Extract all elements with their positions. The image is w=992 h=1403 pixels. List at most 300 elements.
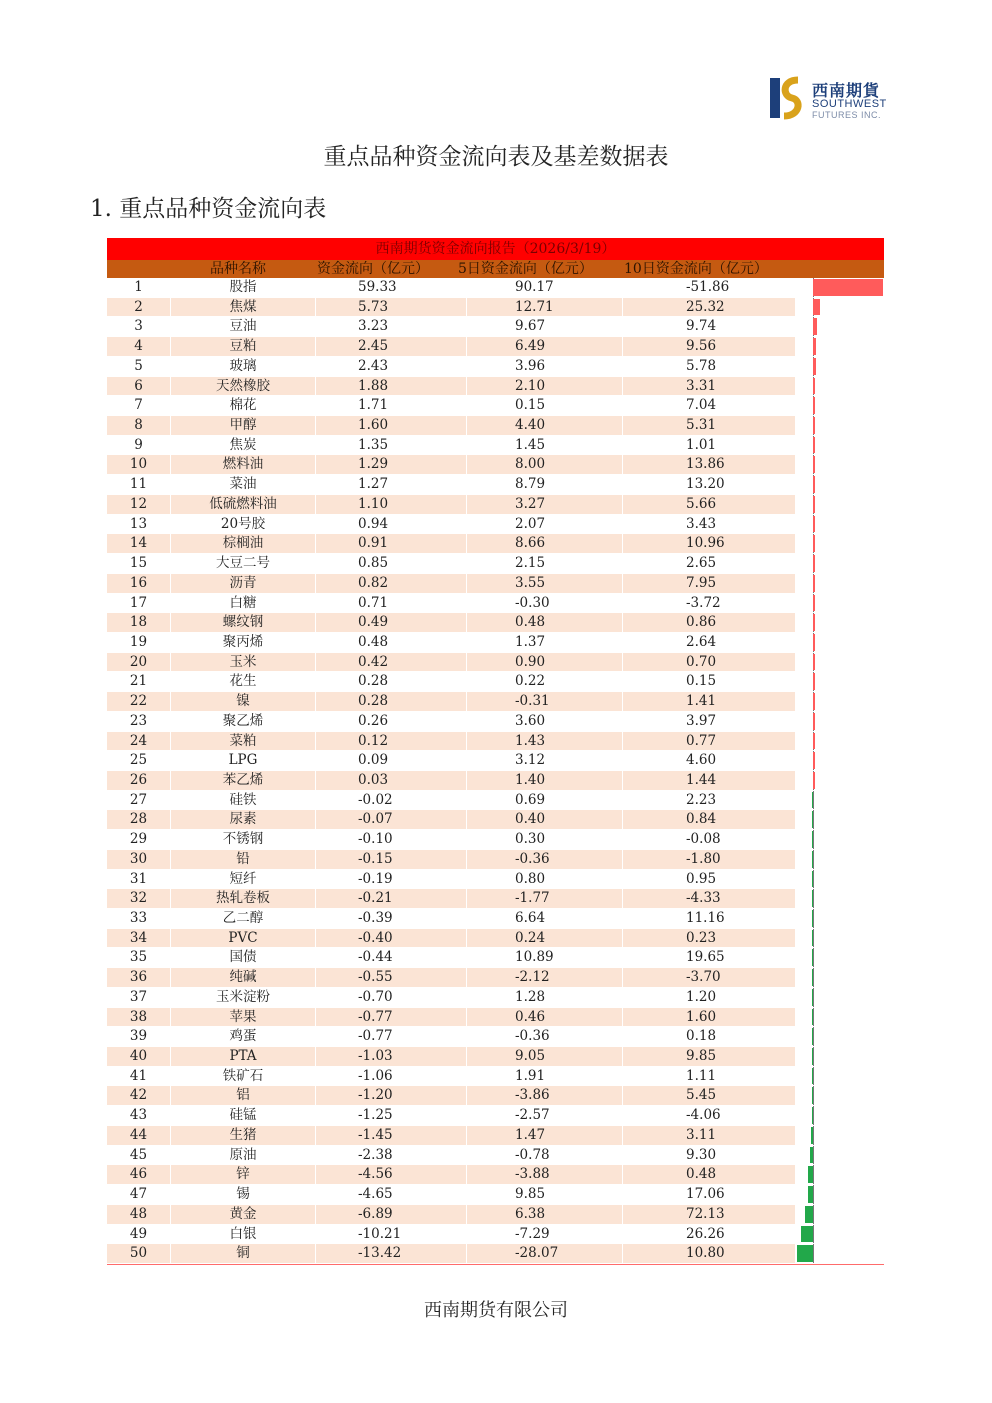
row-flow-5d: 0.69	[515, 791, 546, 808]
row-flow-5d: -2.57	[515, 1107, 550, 1124]
column-divider	[170, 515, 171, 534]
column-divider	[622, 653, 623, 672]
row-flow-5d: 3.96	[515, 357, 546, 374]
column-divider	[315, 771, 316, 790]
column-divider	[170, 357, 171, 376]
column-divider	[622, 574, 623, 593]
column-divider	[170, 1205, 171, 1224]
row-flow-10d: 19.65	[686, 949, 725, 966]
table-row	[107, 455, 884, 475]
data-bar-cell	[795, 396, 884, 415]
row-name: 聚乙烯	[222, 712, 264, 729]
data-bar-cell	[795, 534, 884, 553]
table-row	[107, 712, 884, 732]
row-flow-10d: 1.20	[686, 988, 717, 1005]
row-flow: 59.33	[358, 279, 397, 295]
data-bar-axis	[813, 1205, 814, 1224]
column-divider	[466, 1047, 467, 1066]
column-divider	[622, 1165, 623, 1184]
column-divider	[170, 1185, 171, 1204]
row-flow-10d: 72.13	[686, 1205, 725, 1222]
row-flow: -0.19	[358, 870, 393, 887]
column-divider	[622, 1047, 623, 1066]
column-divider	[315, 475, 316, 494]
table-row	[107, 396, 884, 416]
row-flow-5d: 12.71	[515, 298, 554, 315]
row-flow: 0.42	[358, 653, 389, 670]
row-flow-5d: -28.07	[515, 1245, 559, 1262]
column-divider	[315, 712, 316, 731]
row-flow-5d: 3.12	[515, 752, 546, 769]
row-flow-10d: 0.18	[686, 1028, 717, 1045]
row-flow-5d: 6.64	[515, 910, 546, 926]
row-name: 纯碱	[229, 969, 257, 986]
row-flow-5d: -0.31	[515, 693, 550, 710]
row-name: 螺纹钢	[222, 614, 264, 631]
data-bar-cell	[795, 870, 884, 889]
column-divider	[466, 317, 467, 336]
row-flow-5d: 2.10	[515, 377, 546, 394]
table-row	[107, 771, 884, 791]
data-bar	[813, 318, 817, 335]
row-index: 6	[134, 377, 143, 394]
column-divider	[170, 594, 171, 613]
row-flow-5d: -0.36	[515, 850, 550, 867]
data-bar	[813, 417, 815, 434]
column-divider	[315, 495, 316, 514]
data-bar	[812, 930, 814, 947]
column-divider	[622, 633, 623, 652]
row-index: 38	[129, 1008, 148, 1025]
row-name: 菜粕	[229, 732, 257, 749]
row-flow-10d: 0.70	[686, 653, 717, 670]
column-divider	[622, 712, 623, 731]
row-index: 25	[129, 752, 148, 769]
row-flow: -10.21	[358, 1225, 402, 1242]
row-index: 39	[129, 1028, 148, 1045]
data-bar	[812, 890, 814, 907]
row-index: 10	[129, 456, 148, 473]
row-flow-5d: 0.80	[515, 870, 546, 887]
column-divider	[622, 357, 623, 376]
column-divider	[466, 889, 467, 908]
column-divider	[466, 692, 467, 711]
column-divider	[170, 830, 171, 849]
row-flow: 1.71	[358, 397, 389, 414]
row-name: 大豆二号	[216, 555, 270, 572]
data-bar	[813, 772, 815, 789]
column-divider	[466, 515, 467, 534]
data-bar-cell	[795, 515, 884, 534]
row-name: PVC	[228, 929, 258, 946]
data-bar-axis	[813, 830, 814, 849]
data-bar-cell	[795, 850, 884, 869]
data-bar	[813, 358, 816, 375]
row-flow-10d: 3.31	[686, 377, 717, 394]
column-divider	[622, 929, 623, 948]
row-name: 白银	[229, 1225, 257, 1242]
column-divider	[315, 653, 316, 672]
row-name: 锡	[236, 1186, 250, 1203]
column-divider	[170, 692, 171, 711]
data-bar-cell	[795, 613, 884, 632]
data-bar-cell	[795, 495, 884, 514]
data-bar	[812, 1107, 814, 1124]
row-index: 2	[134, 298, 143, 315]
column-divider	[466, 1126, 467, 1145]
row-flow-5d: 3.55	[515, 574, 546, 591]
column-divider	[315, 1106, 316, 1125]
row-flow-10d: 0.48	[686, 1166, 717, 1183]
row-flow-10d: 10.80	[686, 1245, 725, 1262]
column-divider	[622, 988, 623, 1007]
data-bar	[813, 456, 815, 473]
row-index: 3	[134, 318, 143, 335]
table-row	[107, 810, 884, 830]
row-name: 黄金	[229, 1205, 257, 1222]
row-flow: -2.38	[358, 1146, 393, 1163]
row-flow-10d: 0.95	[686, 870, 717, 887]
row-flow-5d: 0.90	[515, 653, 546, 670]
row-flow-10d: 25.32	[686, 298, 725, 315]
column-divider	[622, 751, 623, 770]
column-divider	[170, 988, 171, 1007]
data-bar	[812, 831, 814, 848]
data-bar-axis	[813, 889, 814, 908]
data-bar-cell	[795, 672, 884, 691]
column-divider	[170, 416, 171, 435]
row-name: PTA	[229, 1048, 257, 1065]
row-index: 41	[129, 1067, 148, 1084]
row-index: 37	[129, 988, 148, 1005]
table-row	[107, 653, 884, 673]
row-flow-5d: 9.67	[515, 318, 546, 335]
column-divider	[466, 810, 467, 829]
data-bar	[812, 969, 814, 986]
row-flow: -1.06	[358, 1067, 393, 1084]
row-index: 47	[129, 1186, 148, 1203]
row-flow: -4.56	[358, 1166, 393, 1183]
column-divider	[170, 455, 171, 474]
column-divider	[622, 850, 623, 869]
data-bar-axis	[813, 909, 814, 928]
header-name: 品种名称	[210, 261, 266, 277]
data-bar	[812, 1068, 814, 1085]
row-flow-10d: 1.01	[686, 436, 717, 453]
row-name: 锌	[236, 1166, 250, 1183]
row-index: 45	[129, 1146, 148, 1163]
table-row	[107, 1205, 884, 1225]
column-divider	[622, 732, 623, 751]
data-bar-axis	[813, 1146, 814, 1165]
data-bar-cell	[795, 475, 884, 494]
row-index: 7	[134, 397, 143, 414]
column-divider	[315, 1086, 316, 1105]
row-name: 棕榈油	[222, 535, 264, 552]
row-flow: 1.88	[358, 377, 389, 394]
row-flow-5d: 8.66	[515, 535, 546, 552]
table-row	[107, 1146, 884, 1166]
data-bar	[813, 516, 815, 533]
column-divider	[466, 436, 467, 455]
column-divider	[466, 298, 467, 317]
column-divider	[170, 653, 171, 672]
row-flow: 2.45	[358, 338, 389, 355]
column-divider	[466, 948, 467, 967]
data-bar-axis	[813, 1165, 814, 1184]
row-name: 苯乙烯	[222, 771, 264, 788]
data-bar	[813, 634, 815, 651]
row-flow-10d: 2.65	[686, 555, 717, 572]
row-flow-10d: 0.23	[686, 929, 717, 946]
column-divider	[466, 732, 467, 751]
row-flow: 3.23	[358, 318, 389, 335]
table-row	[107, 1047, 884, 1067]
row-index: 36	[129, 969, 148, 986]
row-flow-5d: 2.15	[515, 555, 546, 572]
table-row	[107, 830, 884, 850]
row-flow-10d: 1.11	[686, 1067, 717, 1084]
row-flow-10d: 1.60	[686, 1008, 717, 1025]
row-flow: 0.09	[358, 752, 389, 769]
column-divider	[466, 574, 467, 593]
row-name: 20号胶	[220, 515, 266, 532]
row-flow: 1.35	[358, 436, 389, 453]
row-flow-10d: 9.85	[686, 1048, 717, 1065]
column-divider	[170, 889, 171, 908]
row-index: 12	[129, 495, 148, 512]
data-bar	[813, 535, 815, 552]
table-row	[107, 1086, 884, 1106]
row-name: 短纤	[229, 870, 257, 887]
row-name: 甲醇	[229, 417, 257, 434]
row-flow-10d: 0.86	[686, 614, 717, 631]
data-bar	[801, 1226, 813, 1243]
data-bar	[812, 1048, 814, 1065]
row-index: 5	[134, 357, 143, 374]
row-name: 低硫燃料油	[209, 495, 277, 512]
row-flow: -0.39	[358, 910, 393, 926]
data-bar-cell	[795, 948, 884, 967]
column-divider	[466, 1146, 467, 1165]
row-name: 铝	[236, 1087, 250, 1104]
column-divider	[315, 830, 316, 849]
report-header-row	[107, 260, 884, 278]
data-bar-cell	[795, 377, 884, 396]
row-flow: -0.77	[358, 1008, 393, 1025]
column-divider	[315, 613, 316, 632]
table-row	[107, 948, 884, 968]
column-divider	[170, 1008, 171, 1027]
row-name: 硅铁	[229, 791, 257, 808]
column-divider	[170, 337, 171, 356]
data-bar	[812, 811, 814, 828]
column-divider	[170, 534, 171, 553]
table-row	[107, 751, 884, 771]
row-flow-5d: 0.46	[515, 1008, 546, 1025]
column-divider	[315, 948, 316, 967]
column-divider	[315, 1027, 316, 1046]
data-bar	[813, 299, 820, 316]
table-row	[107, 554, 884, 574]
row-flow-10d: -51.86	[686, 279, 730, 295]
column-divider	[170, 948, 171, 967]
row-flow-5d: 3.60	[515, 712, 546, 729]
column-divider	[170, 751, 171, 770]
row-flow-10d: 1.41	[686, 693, 717, 710]
data-bar	[813, 713, 815, 730]
column-divider	[170, 791, 171, 810]
data-bar	[812, 1087, 814, 1104]
row-name: 生猪	[229, 1126, 257, 1143]
data-bar-cell	[795, 988, 884, 1007]
data-bar-cell	[795, 692, 884, 711]
column-divider	[622, 613, 623, 632]
column-divider	[170, 850, 171, 869]
table-row	[107, 317, 884, 337]
data-bar-cell	[795, 909, 884, 928]
row-flow-5d: -3.88	[515, 1166, 550, 1183]
data-bar-axis	[813, 1106, 814, 1125]
data-bar-cell	[795, 1008, 884, 1027]
row-flow: -0.40	[358, 929, 393, 946]
data-bar-cell	[795, 317, 884, 336]
column-divider	[466, 377, 467, 396]
row-flow-5d: 0.24	[515, 929, 546, 946]
column-divider	[622, 1008, 623, 1027]
row-name: 硅锰	[229, 1107, 257, 1124]
table-row	[107, 475, 884, 495]
row-flow-5d: 10.89	[515, 949, 554, 966]
row-flow-10d: 9.56	[686, 338, 717, 355]
column-divider	[315, 337, 316, 356]
report-title: 西南期货资金流向报告（2026/3/19）	[107, 238, 884, 260]
column-divider	[315, 672, 316, 691]
column-divider	[315, 909, 316, 928]
fund-flow-report	[107, 238, 884, 1264]
row-name: 白糖	[229, 594, 257, 611]
column-divider	[170, 672, 171, 691]
data-bar	[813, 397, 815, 414]
column-divider	[466, 929, 467, 948]
column-divider	[315, 751, 316, 770]
data-bar	[812, 871, 814, 888]
data-bar	[812, 1009, 814, 1026]
document-title: 重点品种资金流向表及基差数据表	[323, 144, 669, 170]
table-row	[107, 357, 884, 377]
data-bar	[813, 437, 815, 454]
row-flow-10d: 13.20	[686, 476, 725, 493]
table-row	[107, 1165, 884, 1185]
data-bar-axis	[813, 1185, 814, 1204]
column-divider	[315, 357, 316, 376]
column-divider	[622, 1146, 623, 1165]
column-divider	[315, 594, 316, 613]
column-divider	[466, 396, 467, 415]
row-name: 聚丙烯	[222, 633, 264, 650]
row-flow: -4.65	[358, 1186, 393, 1203]
data-bar-axis	[813, 929, 814, 948]
data-bar	[813, 654, 815, 671]
row-flow: 0.28	[358, 693, 389, 710]
row-flow-5d: 6.49	[515, 338, 546, 355]
column-divider	[622, 396, 623, 415]
column-divider	[622, 948, 623, 967]
row-index: 19	[129, 633, 148, 650]
column-divider	[622, 416, 623, 435]
row-index: 28	[129, 811, 148, 828]
column-divider	[170, 633, 171, 652]
data-bar-cell	[795, 1067, 884, 1086]
row-index: 26	[129, 771, 148, 788]
row-flow-5d: -0.36	[515, 1028, 550, 1045]
column-divider	[315, 1008, 316, 1027]
row-flow-10d: -4.06	[686, 1107, 721, 1124]
column-divider	[170, 732, 171, 751]
data-bar	[808, 1166, 813, 1183]
column-divider	[315, 554, 316, 573]
column-divider	[466, 653, 467, 672]
table-row	[107, 850, 884, 870]
row-flow: -1.25	[358, 1107, 393, 1124]
column-divider	[622, 1225, 623, 1244]
column-divider	[170, 574, 171, 593]
data-bar-axis	[813, 1067, 814, 1086]
table-row	[107, 732, 884, 752]
row-flow: 0.48	[358, 633, 389, 650]
column-divider	[170, 712, 171, 731]
table-row	[107, 436, 884, 456]
data-bar-cell	[795, 574, 884, 593]
table-row	[107, 968, 884, 988]
row-index: 4	[134, 338, 143, 355]
data-bar	[813, 476, 815, 493]
row-name: 热轧卷板	[216, 890, 270, 907]
column-divider	[466, 1244, 467, 1263]
row-flow: 0.82	[358, 574, 389, 591]
row-flow-10d: -4.33	[686, 890, 721, 907]
data-bar-axis	[813, 1047, 814, 1066]
column-divider	[622, 455, 623, 474]
table-row	[107, 534, 884, 554]
column-divider	[622, 771, 623, 790]
column-divider	[466, 495, 467, 514]
row-flow-10d: 0.15	[686, 673, 717, 690]
table-row	[107, 791, 884, 811]
row-name: 菜油	[229, 476, 257, 493]
row-flow: -13.42	[358, 1245, 402, 1262]
column-divider	[466, 455, 467, 474]
row-flow: -1.20	[358, 1087, 393, 1104]
column-divider	[466, 1106, 467, 1125]
table-row	[107, 278, 884, 298]
data-bar-axis	[813, 988, 814, 1007]
row-flow: -0.07	[358, 811, 393, 828]
row-name: 股指	[229, 279, 257, 295]
data-bar-cell	[795, 1126, 884, 1145]
column-divider	[315, 870, 316, 889]
column-divider	[170, 1146, 171, 1165]
row-flow: 0.03	[358, 771, 389, 788]
data-bar-cell	[795, 732, 884, 751]
column-divider	[315, 534, 316, 553]
row-flow-10d: 10.96	[686, 535, 725, 552]
row-name: 豆油	[229, 318, 257, 335]
column-divider	[466, 1086, 467, 1105]
column-divider	[466, 791, 467, 810]
column-divider	[315, 810, 316, 829]
row-flow-10d: 2.64	[686, 633, 717, 650]
